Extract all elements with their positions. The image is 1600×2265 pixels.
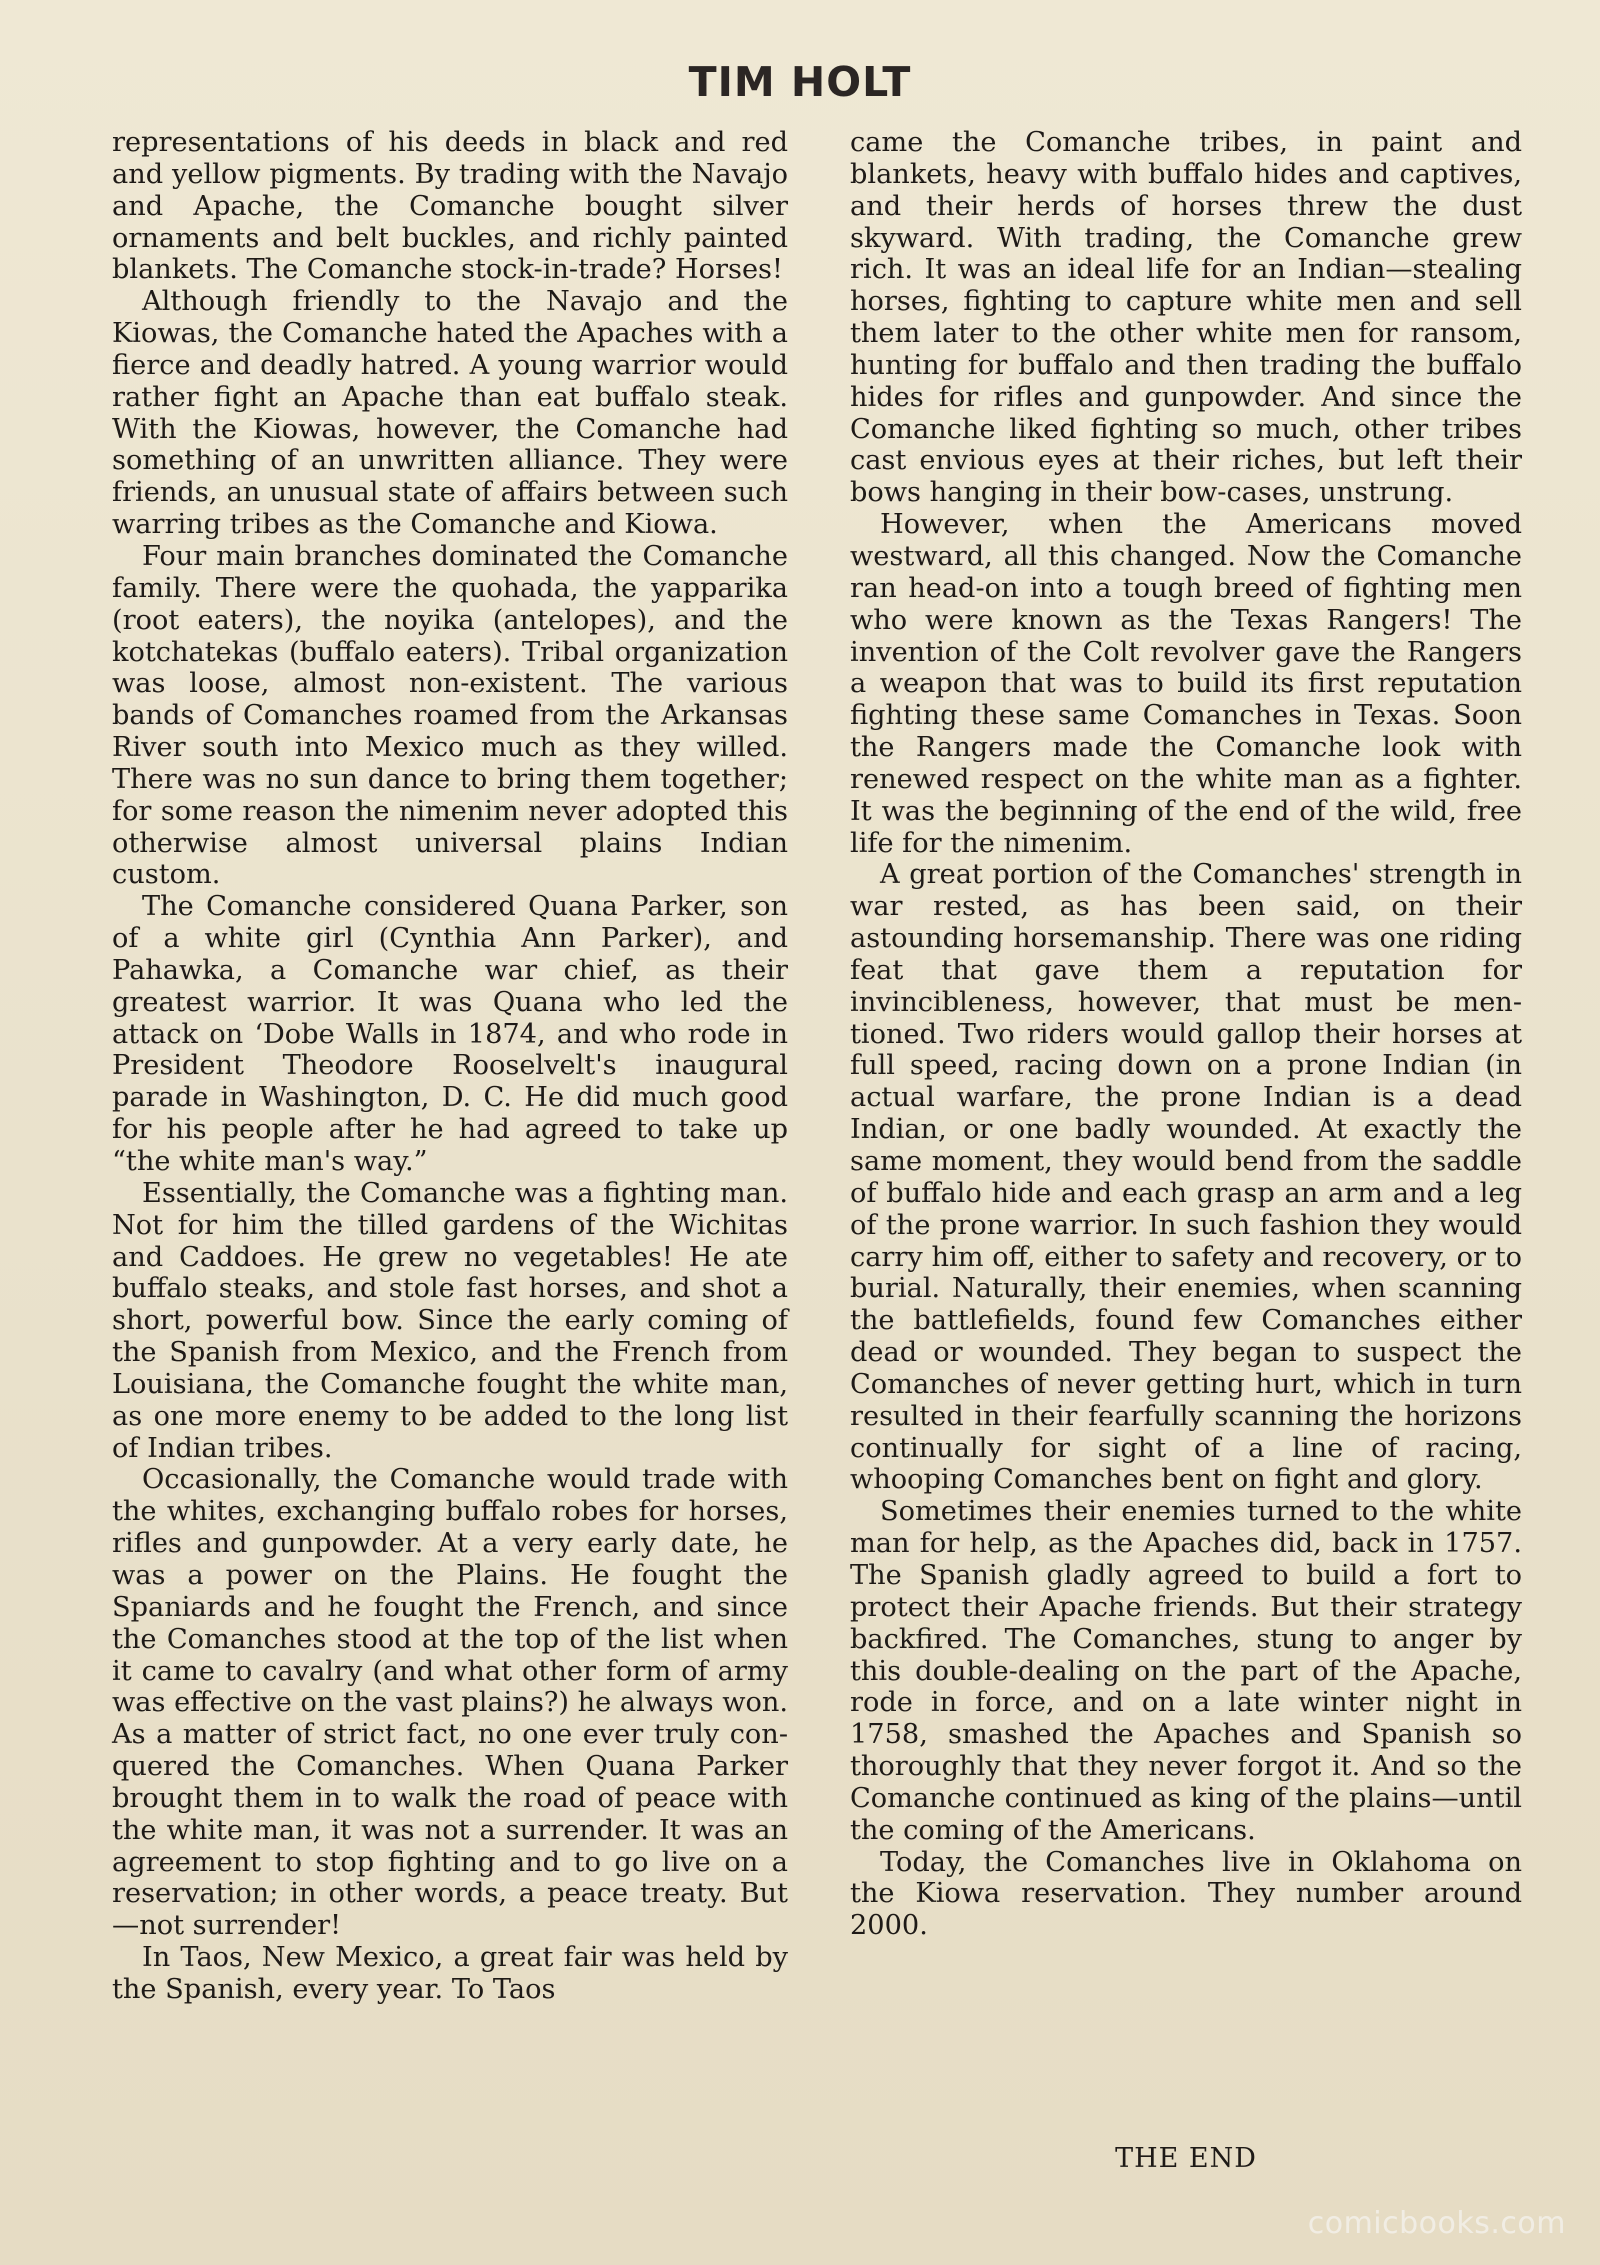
paragraph-quana-parker: The Comanche considered Quana Parker, son of a white girl (Cynthia Ann Parker), and Pahawka, a Comanche war chief, as their greatest warrior. It was Quana who led the attack on ‘Dobe Walls in 1874, and who rode in President Theodore Rooselvelt's inaugural parade in Washington, D. C. He did much good for his people after he had agreed to take up “the white man's way.” — [112, 891, 788, 1177]
paragraph-taos-fair: In Taos, New Mexico, a great fair was held by the Spanish, every year. To Taos — [112, 1942, 788, 2005]
paragraph-trading: representations of his deeds in black and red and yellow pigments. By trading with the Navajo and Apache, the Comanche bought silver ornaments and belt buckles, and richly painted blankets. The Comanche stock-in-trade? Horses! — [112, 127, 788, 286]
paragraph-comanche-riches: came the Comanche tribes, in paint and blankets, heavy with buffalo hides and captives, and their herds of horses threw the dust skyward. With trading, the Comanche grew rich. It was an ideal life for an Indian—stealing horses, fighting to capture white men and sell them later to the other white men for ransom, hunting for buffalo and then trading the buffalo hides for rifles and gunpowder. And since the Comanche liked fighting so much, other tribes cast envious eyes at their riches, but left their bows hanging in their bow-cases, unstrung. — [850, 127, 1522, 509]
paragraph-horsemanship: A great portion of the Comanches' strength in war rested, as has been said, on their astounding horsemanship. There was one riding feat that gave them a reputation for invincibleness, however, that must be mentioned. Two riders would gallop their horses at full speed, racing down on a prone Indian (in actual warfare, the prone Indian is a dead Indian, or one badly wounded. At exactly the same moment, they would bend from the saddle of buffalo hide and each grasp an arm and a leg of the prone warrior. In such fashion they would carry him off, either to safety and recovery, or to burial. Naturally, their enemies, when scanning the battlefields, found few Comanches either dead or wounded. They began to suspect the Comanches of never getting hurt, which in turn resulted in their fearfully scanning the horizons continually for sight of a line of racing, whooping Comanches bent on fight and glory. — [850, 859, 1522, 1496]
paragraph-texas-rangers: However, when the Americans moved westward, all this changed. Now the Comanche ran head-on into a tough breed of fighting men who were known as the Texas Rangers! The invention of the Colt revolver gave the Rangers a weapon that was to build its first reputation fighting these same Comanches in Texas. Soon the Rangers made the Comanche look with renewed respect on the white man as a fighter. It was the beginning of the end of the wild, free life for the nimenim. — [850, 509, 1522, 859]
paragraph-today: Today, the Comanches live in Oklahoma on the Kiowa reservation. They number around 2000. — [850, 1846, 1522, 1942]
page-title: TIM HOLT — [688, 58, 912, 106]
paragraph-kiowa-alliance: Although friendly to the Navajo and the Kiowas, the Comanche hated the Apaches with a fierce and deadly hatred. A young warrior would rather fight an Apache than eat buffalo steak. With the Kiowas, however, the Comanche had something of an unwritten alliance. They were friends, an unusual state of affairs between such warring tribes as the Comanche and Kiowa. — [112, 286, 788, 541]
paragraph-apache-fort: Sometimes their enemies turned to the white man for help, as the Apaches did, back in 1757. The Spanish gladly agreed to build a fort to protect their Apache friends. But their strategy backfired. The Comanches, stung to anger by this double-dealing on the part of the Apache, rode in force, and on a late winter night in 1758, smashed the Apaches and Spanish so thoroughly that they never forgot it. And so the Comanche continued as king of the plains—until the coming of the Americans. — [850, 1496, 1522, 1846]
paragraph-trade-with-whites: Occasionally, the Comanche would trade with the whites, exchanging buffalo robes for horses, rifles and gunpowder. At a very early date, he was a power on the Plains. He fought the Spaniards and he fought the French, and since the Comanches stood at the top of the list when it came to cavalry (and what other form of army was effective on the vast plains?) he always won. As a matter of strict fact, no one ever truly conquered the Comanches. When Quana Parker brought them in to walk the road of peace with the white man, it was not a surrender. It was an agreement to stop fighting and to go live on a reservation; in other words, a peace treaty. But—not surrender! — [112, 1464, 788, 1942]
site-watermark: comicbooks.com — [1307, 2206, 1566, 2241]
paragraph-fighting-man: Essentially, the Comanche was a fighting man. Not for him the tilled gardens of the Wichitas and Caddoes. He grew no vegetables! He ate buffalo steaks, and stole fast horses, and shot a short, powerful bow. Since the early coming of the Spanish from Mexico, and the French from Louisiana, the Comanche fought the white man, as one more enemy to be added to the long list of Indian tribes. — [112, 1177, 788, 1464]
article-left-column — [112, 127, 788, 2006]
article-right-column — [850, 127, 1522, 1942]
paragraph-four-branches: Four main branches dominated the Comanche family. There were the quohada, the yapparika (root eaters), the noyika (antelopes), and the kotchatekas (buffalo eaters). Tribal organization was loose, almost non-existent. The various bands of Comanches roamed from the Arkansas River south into Mexico much as they willed. There was no sun dance to bring them together; for some reason the nimenim never adopted this otherwise almost universal plains Indian custom. — [112, 540, 788, 891]
the-end-label: THE END — [1115, 2143, 1257, 2174]
